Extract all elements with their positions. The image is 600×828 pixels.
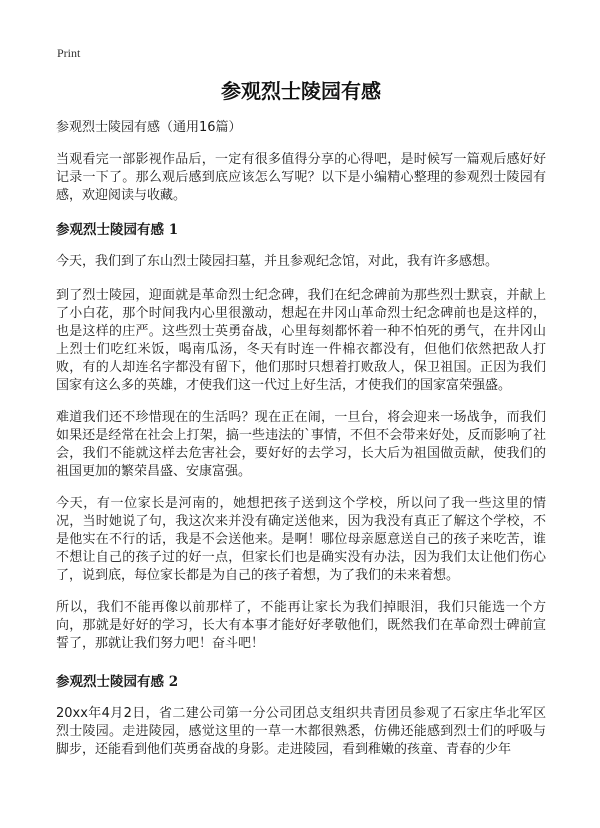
section-2-paragraph-1: 20xx年4月2日，省二建公司第一分公司团总支组织共青团员参观了石家庄华北军区烈士陵园。走进陵园，感觉这里的一草一木都很熟悉，仿佛还能感到烈士们的呼吸与脚步，还能看到他们英勇奋战的身影。走进陵园，看到稚嫩的孩童、青春的少年: [56, 706, 546, 757]
section-1-paragraph-2: 到了烈士陵园，迎面就是革命烈士纪念碑，我们在纪念碑前为那些烈士默哀，并献上了小白花，那个时间我内心里很激动，想起在井冈山革命烈士纪念碑前也是这样的，也是这样的庄严。这些烈士英勇奋战，心里每刻都怀着一种不怕死的勇气，在井冈山上烈士们吃红米饭，喝南瓜汤，冬天有时连一件棉衣都没有，但他们依然把敌人打败，有的人却连名字都没有留下，他们那时只想着打败敌人，保卫祖国。正因为我们国家有这么多的英雄，才使我们这一代过上好生活，才使我们的国家富荣强盛。: [56, 288, 546, 393]
section-1-paragraph-3: 难道我们还不珍惜现在的生活吗？现在正在闹，一旦台，将会迎来一场战争，而我们如果还是经常在社会上打架，搞一些违法的`事情，不但不会带来好处，反而影响了社会，我们不能就这样去危害社会，要好好的去学习，长大后为祖国做贡献，使我们的祖国更加的繁荣昌盛、安康富强。: [56, 410, 546, 479]
section-heading-2: 参观烈士陵园有感 2: [56, 674, 179, 690]
document-title: 参观烈士陵园有感: [221, 79, 381, 103]
intro-paragraph: 当观看完一部影视作品后，一定有很多值得分享的心得吧，是时候写一篇观后感好好记录一下了。那么观后感到底应该怎么写呢？以下是小编精心整理的参观烈士陵园有感，欢迎阅读与收藏。: [56, 152, 546, 203]
document-subtitle: 参观烈士陵园有感（通用16篇）: [56, 120, 242, 135]
section-1-paragraph-5: 所以，我们不能再像以前那样了，不能再让家长为我们掉眼泪，我们只能选一个方向，那就是好好的学习，长大有本事才能好好孝敬他们，既然我们在革命烈士碑前宣誓了，那就让我们努力吧！奋斗吧！: [56, 600, 546, 651]
section-heading-1: 参观烈士陵园有感 1: [56, 222, 179, 238]
document-body: [56, 78, 546, 759]
section-1-paragraph-1: 今天，我们到了东山烈士陵园扫墓，并且参观纪念馆，对此，我有许多感想。: [56, 254, 499, 269]
section-1-paragraph-4: 今天，有一位家长是河南的，她想把孩子送到这个学校，所以问了我一些这里的情况，当时她说了句，我这次来并没有确定送他来，因为我没有真正了解这个学校，不是他实在不行的话，我是不会送他来。是啊！哪位母亲愿意送自己的孩子来吃苦，谁不想让自己的孩子过的好一点，但家长们也是确实没有办法，因为我们太让他们伤心了，说到底，每位家长都是为自己的孩子着想，为了我们的未来着想。: [56, 496, 546, 583]
print-link[interactable]: Print: [57, 46, 81, 60]
